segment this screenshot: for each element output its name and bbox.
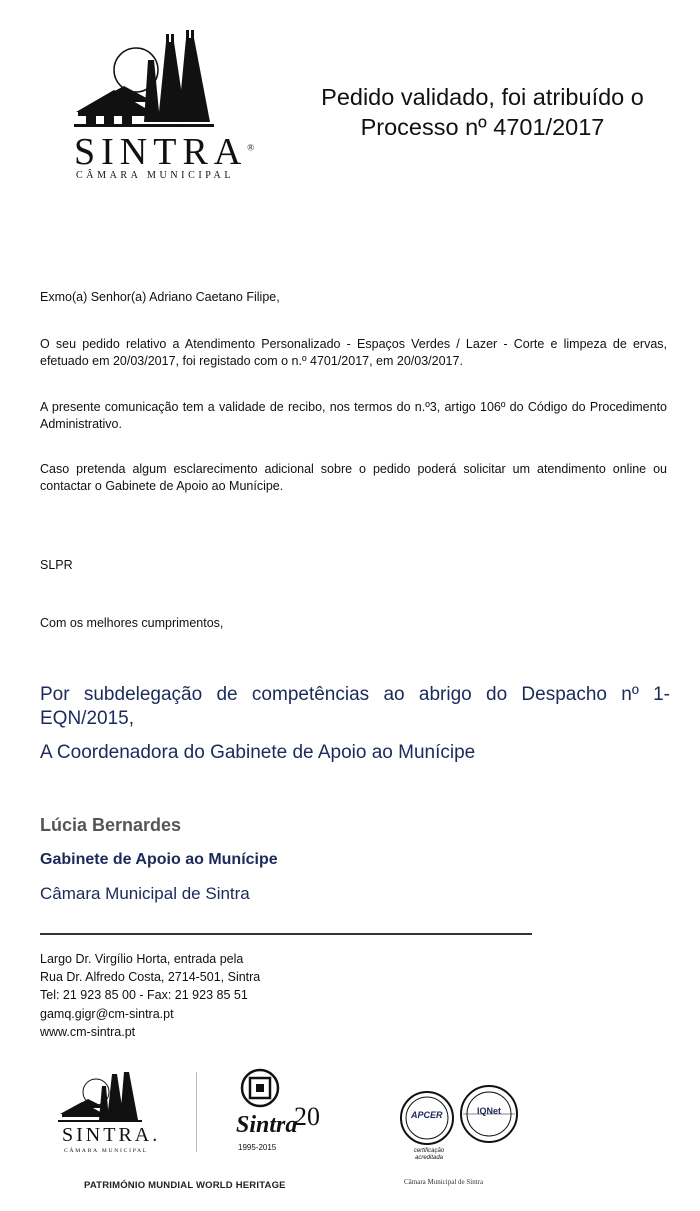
closing: Com os melhores cumprimentos,	[40, 616, 224, 630]
sintra-logo	[74, 30, 274, 180]
paragraph-receipt: A presente comunicação tem a validade de recibo, nos termos do n.º3, artigo 106º do Código do Procedimento Administrativo.	[40, 400, 667, 431]
world-heritage-caption: PATRIMÓNIO MUNDIAL WORLD HERITAGE	[84, 1180, 286, 1191]
title-line-1: Pedido validado, foi atribuído o	[321, 84, 644, 110]
sintra20-years: 1995-2015	[238, 1143, 277, 1152]
title-line-2: Processo nº 4701/2017	[360, 114, 605, 140]
salutation: Exmo(a) Senhor(a) Adriano Caetano Filipe,	[40, 290, 280, 304]
council-name: Câmara Municipal de Sintra	[40, 884, 250, 903]
delegation-statement: Por subdelegação de competências ao abrigo do Despacho nº 1-EQN/2015,	[40, 684, 670, 729]
document-title	[300, 82, 665, 142]
contact-block	[40, 950, 260, 1041]
website-link[interactable]: www.cm-sintra.pt	[40, 1024, 136, 1039]
initials: SLPR	[40, 558, 73, 572]
sintra20-logo	[232, 1068, 332, 1163]
certification-caption: Câmara Municipal de Sintra	[404, 1178, 484, 1186]
sintra20-number: 20	[294, 1102, 320, 1131]
footer-logo-wordmark: SINTRA.	[62, 1124, 161, 1146]
paragraph-contact-info: Caso pretenda algum esclarecimento adicional sobre o pedido poderá solicitar um atendimento online ou contactar o Gabinete de Apoio ao Munícipe.	[40, 462, 667, 493]
iqnet-label: IQNet	[477, 1106, 502, 1116]
logo-subtitle: CÂMARA MUNICIPAL	[76, 170, 235, 181]
sintra20-wordmark: Sintra	[236, 1112, 298, 1138]
logo-wordmark: SINTRA®	[74, 131, 255, 173]
footer-logo-subtitle: CÂMARA MUNICIPAL	[64, 1148, 149, 1154]
signatory-name: Lúcia Bernardes	[40, 815, 182, 835]
paragraph-registration: O seu pedido relativo a Atendimento Personalizado - Espaços Verdes / Lazer - Corte e limpeza de ervas, efetuado em 20/03/2017, foi registado com o n.º 4701/2017, em 20/03/2017.	[40, 337, 667, 368]
department-name: Gabinete de Apoio ao Munícipe	[40, 851, 278, 868]
signatory-role: A Coordenadora do Gabinete de Apoio ao Munícipe	[40, 742, 476, 763]
apcer-label: APCER	[411, 1110, 443, 1120]
address-line-2: Rua Dr. Alfredo Costa, 2714-501, Sintra	[40, 970, 261, 985]
phone-fax: Tel: 21 923 85 00 - Fax: 21 923 85 51	[40, 988, 248, 1003]
footer-sintra-logo	[58, 1068, 178, 1158]
email-link[interactable]: gamq.gigr@cm-sintra.pt	[40, 1006, 174, 1021]
registered-mark: ®	[247, 142, 255, 153]
certification-text: certificação acreditada	[413, 1148, 445, 1161]
address-line-1: Largo Dr. Virgílio Horta, entrada pela	[40, 952, 244, 966]
divider	[40, 933, 532, 935]
palace-chimneys-icon	[74, 30, 274, 130]
footer-separator	[196, 1072, 197, 1152]
footer-palace-icon	[58, 1068, 178, 1124]
